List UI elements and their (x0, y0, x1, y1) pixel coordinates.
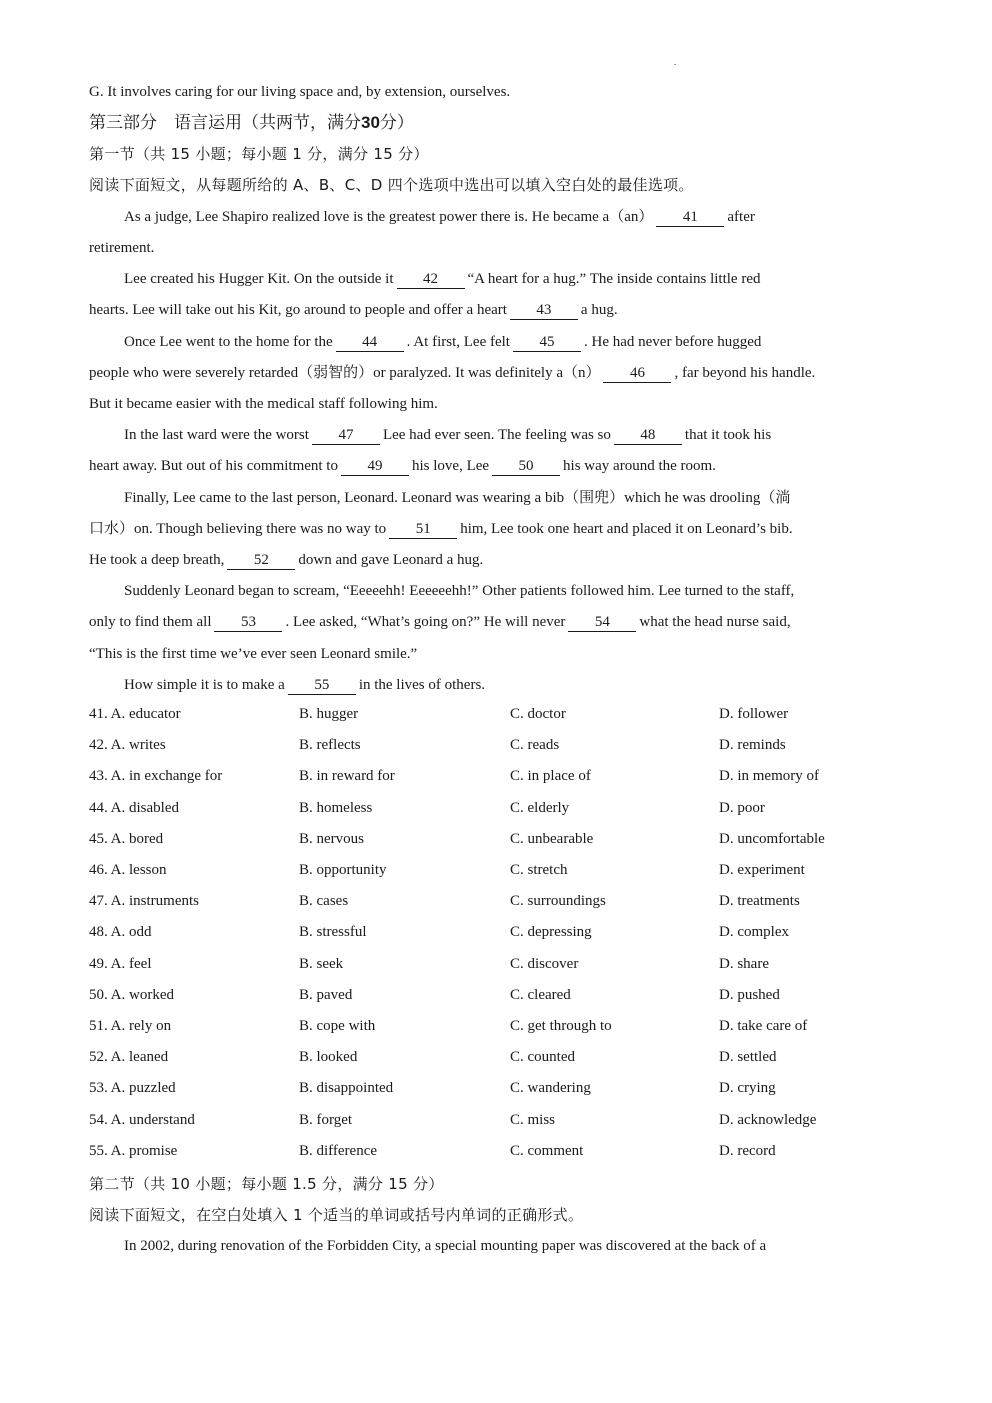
option-row (89, 1112, 909, 1132)
option-d[interactable]: D. acknowledge (719, 1111, 817, 1128)
option-b[interactable]: B. paved (299, 986, 353, 1003)
option-a[interactable]: 50. A. worked (89, 986, 174, 1003)
option-row (89, 800, 909, 820)
option-d[interactable]: D. poor (719, 799, 765, 816)
option-d[interactable]: D. crying (719, 1080, 776, 1097)
option-b[interactable]: B. difference (299, 1142, 378, 1159)
option-row (89, 987, 909, 1007)
option-row (89, 893, 909, 913)
option-d[interactable]: D. follower (719, 706, 789, 722)
section1-instruction: 阅读下面短文，从每题所给的 A、B、C、D 四个选项中选出可以填入空白处的最佳选项。 (89, 176, 694, 194)
option-d[interactable]: D. record (719, 1142, 776, 1159)
blank-44[interactable]: 44 (336, 334, 404, 352)
option-a[interactable]: 51. A. rely on (89, 1018, 172, 1034)
blank-48[interactable]: 48 (614, 427, 682, 445)
passage-line: But it became easier with the medical staff following him. (89, 396, 438, 412)
option-c[interactable]: C. comment (510, 1142, 584, 1159)
option-a[interactable]: 47. A. instruments (89, 893, 200, 910)
part3-score: 30 (361, 113, 380, 132)
option-c[interactable]: C. stretch (510, 862, 568, 878)
option-a[interactable]: 52. A. leaned (89, 1049, 169, 1066)
option-c[interactable]: C. reads (510, 737, 560, 754)
option-c[interactable]: C. unbearable (510, 830, 594, 847)
option-c[interactable]: C. miss (510, 1111, 556, 1128)
option-a[interactable]: 48. A. odd (89, 924, 152, 941)
passage-line: people who were severely retarded（弱智的）or paralyzed. It was definitely a（n） 46 , far beyond his handle. (89, 365, 816, 381)
passage-line: only to find them all 53 . Lee asked, “What’s going on?” He will never 54 what the head nurse said, (89, 614, 791, 630)
passage-line: 口水）on. Though believing there was no way to 51 him, Lee took one heart and placed it on Leonard’s bib. (89, 521, 793, 537)
blank-47[interactable]: 47 (312, 427, 380, 445)
option-d[interactable]: D. take care of (719, 1018, 808, 1034)
option-b[interactable]: B. seek (299, 955, 344, 972)
option-b[interactable]: B. opportunity (299, 862, 387, 878)
blank-51[interactable]: 51 (389, 521, 457, 539)
option-row (89, 1018, 909, 1038)
option-d[interactable]: D. settled (719, 1049, 777, 1066)
option-d[interactable]: D. reminds (719, 737, 786, 754)
option-b[interactable]: B. looked (299, 1049, 358, 1066)
option-a[interactable]: 45. A. bored (89, 830, 164, 847)
option-a[interactable]: 46. A. lesson (89, 862, 167, 878)
option-row (89, 831, 909, 851)
passage-line: In the last ward were the worst 47 Lee had ever seen. The feeling was so 48 that it took his (124, 427, 772, 443)
blank-43[interactable]: 43 (510, 302, 578, 320)
passage-line: As a judge, Lee Shapiro realized love is the greatest power there is. He became a（an） 41 after (124, 209, 755, 225)
option-b[interactable]: B. cope with (299, 1018, 376, 1034)
option-a[interactable]: 43. A. in exchange for (89, 768, 223, 785)
option-a[interactable]: 42. A. writes (89, 737, 166, 754)
option-a[interactable]: 54. A. understand (89, 1111, 195, 1128)
previous-option-g: G. It involves caring for our living space and, by extension, ourselves. (89, 84, 511, 100)
option-b[interactable]: B. homeless (299, 799, 373, 816)
option-d[interactable]: D. uncomfortable (719, 830, 825, 847)
option-row (89, 1080, 909, 1100)
option-b[interactable]: B. in reward for (299, 768, 395, 785)
option-b[interactable]: B. disappointed (299, 1080, 394, 1097)
passage-line: Finally, Lee came to the last person, Leonard. Leonard was wearing a bib（围兜）which he was drooling（淌 (124, 490, 791, 506)
option-c[interactable]: C. depressing (510, 924, 592, 941)
passage-line: hearts. Lee will take out his Kit, go around to people and offer a heart 43 a hug. (89, 302, 618, 318)
section1-header: 第一节（共 15 小题；每小题 1 分，满分 15 分） (89, 145, 429, 163)
option-d[interactable]: D. share (719, 955, 769, 972)
option-c[interactable]: C. discover (510, 955, 579, 972)
option-row (89, 956, 909, 976)
option-c[interactable]: C. elderly (510, 799, 570, 816)
option-a[interactable]: 55. A. promise (89, 1142, 178, 1159)
passage-line: He took a deep breath, 52 down and gave Leonard a hug. (89, 552, 484, 568)
option-b[interactable]: B. hugger (299, 706, 359, 722)
blank-55[interactable]: 55 (288, 677, 356, 695)
passage-line: heart away. But out of his commitment to 49 his love, Lee 50 his way around the room. (89, 458, 716, 474)
option-row (89, 737, 909, 757)
option-b[interactable]: B. stressful (299, 924, 367, 941)
option-row (89, 1143, 909, 1163)
part3-title: 第三部分 语言运用（共两节，满分30分） (89, 113, 414, 133)
passage-line: Lee created his Hugger Kit. On the outside it 42 “A heart for a hug.” The inside contains little red (124, 271, 761, 287)
option-c[interactable]: C. doctor (510, 706, 566, 722)
option-a[interactable]: 49. A. feel (89, 955, 152, 972)
option-a[interactable]: 41. A. educator (89, 706, 181, 722)
blank-42[interactable]: 42 (397, 271, 465, 289)
blank-50[interactable]: 50 (492, 458, 560, 476)
option-b[interactable]: B. reflects (299, 737, 361, 754)
option-d[interactable]: D. experiment (719, 862, 805, 878)
option-row (89, 924, 909, 944)
option-b[interactable]: B. forget (299, 1111, 353, 1128)
option-c[interactable]: C. in place of (510, 768, 591, 785)
option-d[interactable]: D. complex (719, 924, 789, 941)
option-b[interactable]: B. nervous (299, 830, 364, 847)
option-b[interactable]: B. cases (299, 893, 349, 910)
option-row (89, 1049, 909, 1069)
option-c[interactable]: C. cleared (510, 986, 571, 1003)
option-a[interactable]: 44. A. disabled (89, 799, 179, 816)
option-c[interactable]: C. counted (510, 1049, 575, 1066)
option-c[interactable]: C. get through to (510, 1018, 612, 1034)
blank-54[interactable]: 54 (568, 614, 636, 632)
option-row (89, 706, 909, 726)
passage-line: “This is the first time we’ve ever seen Leonard smile.” (89, 646, 418, 662)
blank-52[interactable]: 52 (227, 552, 295, 570)
passage-line: retirement. (89, 240, 155, 256)
passage-line: Suddenly Leonard began to scream, “Eeeeehh! Eeeeeehh!” Other patients followed him. Lee turned to the staff, (124, 583, 795, 599)
option-d[interactable]: D. pushed (719, 986, 780, 1003)
passage-line: Once Lee went to the home for the 44 . At first, Lee felt 45 . He had never before hugged (124, 334, 762, 350)
blank-41[interactable]: 41 (656, 209, 724, 227)
passage-line: In 2002, during renovation of the Forbidden City, a special mounting paper was discovered at the back of a (124, 1238, 767, 1254)
option-a[interactable]: 53. A. puzzled (89, 1080, 176, 1097)
option-row (89, 862, 909, 882)
passage-line: How simple it is to make a 55 in the lives of others. (124, 677, 486, 693)
option-d[interactable]: D. in memory of (719, 768, 819, 785)
blank-53[interactable]: 53 (214, 614, 282, 632)
section2-header: 第二节（共 10 小题；每小题 1.5 分，满分 15 分） (89, 1175, 444, 1193)
scan-speck (674, 64, 676, 65)
section2-instruction: 阅读下面短文，在空白处填入 1 个适当的单词或括号内单词的正确形式。 (89, 1206, 584, 1224)
blank-46[interactable]: 46 (603, 365, 671, 383)
blank-49[interactable]: 49 (341, 458, 409, 476)
option-row (89, 768, 909, 788)
option-c[interactable]: C. surroundings (510, 893, 606, 910)
blank-45[interactable]: 45 (513, 334, 581, 352)
option-d[interactable]: D. treatments (719, 893, 800, 910)
option-c[interactable]: C. wandering (510, 1080, 591, 1097)
